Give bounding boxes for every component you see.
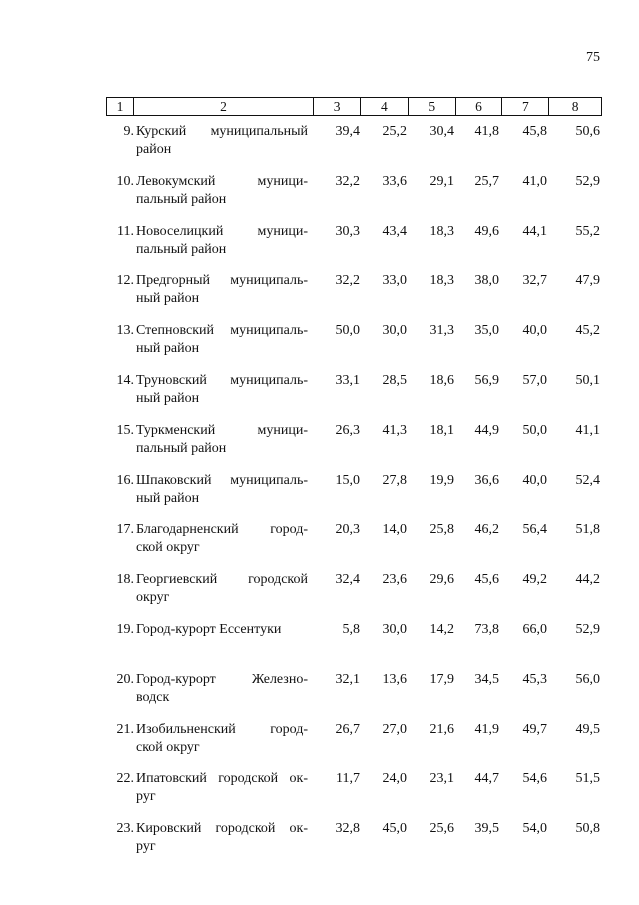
row-value-col-7: 32,7	[522, 273, 547, 289]
row-value-col-6: 73,8	[474, 621, 499, 637]
row-value-col-4: 30,0	[382, 323, 407, 339]
row-value-col-6: 46,2	[474, 522, 499, 538]
table-row	[0, 721, 639, 771]
row-value-col-7: 49,7	[522, 721, 547, 737]
table-row	[0, 123, 639, 173]
row-value-col-6: 56,9	[474, 372, 499, 388]
row-value-col-5: 18,3	[429, 223, 454, 239]
row-value-col-6: 41,9	[474, 721, 499, 737]
row-value-col-8: 50,8	[575, 821, 600, 837]
row-value-col-5: 30,4	[429, 124, 454, 139]
row-number: 20.	[116, 671, 134, 687]
row-district-name	[136, 472, 308, 508]
row-value-col-4: 14,0	[382, 522, 407, 538]
row-value-col-4: 41,3	[382, 422, 407, 438]
row-value-col-8: 47,9	[575, 273, 600, 289]
row-value-col-5: 17,9	[429, 671, 454, 687]
row-value-col-4: 27,0	[382, 721, 407, 737]
row-value-col-5: 31,3	[429, 323, 454, 339]
district-name-line-1: Благодарненский город-	[136, 522, 308, 538]
header-col-3: 3	[314, 98, 361, 115]
row-value-col-8: 52,9	[575, 621, 600, 637]
district-name-line-2: ный район	[136, 490, 200, 506]
row-value-col-4: 33,0	[382, 273, 407, 289]
district-name-line-2: ской округ	[136, 540, 200, 556]
row-value-col-3: 33,1	[335, 372, 360, 388]
row-number: 12.	[116, 273, 134, 289]
row-value-col-6: 35,0	[474, 323, 499, 339]
row-number: 14.	[116, 372, 134, 388]
row-district-name	[136, 272, 308, 308]
table-row	[0, 571, 639, 621]
row-value-col-6: 44,7	[474, 771, 499, 787]
row-value-col-4: 13,6	[382, 671, 407, 687]
table-row	[0, 173, 639, 223]
row-value-col-7: 49,2	[522, 572, 547, 588]
district-name-line-2: ный район	[136, 341, 200, 357]
district-name-line-2: ный район	[136, 390, 200, 406]
row-number: 21.	[116, 721, 134, 737]
row-number: 19.	[116, 621, 134, 637]
row-value-col-8: 45,2	[575, 323, 600, 339]
row-value-col-6: 39,5	[474, 821, 499, 837]
row-value-col-6: 44,9	[474, 422, 499, 438]
row-value-col-5: 25,6	[429, 821, 454, 837]
table-row	[0, 671, 639, 721]
row-district-name	[136, 422, 308, 458]
row-value-col-4: 43,4	[382, 223, 407, 239]
row-value-col-3: 15,0	[335, 472, 360, 488]
row-number: 15.	[116, 422, 134, 438]
row-value-col-7: 45,8	[522, 124, 547, 139]
district-name-line-2: пальный район	[136, 191, 227, 207]
row-value-col-7: 40,0	[522, 472, 547, 488]
table-row	[0, 820, 639, 870]
row-value-col-8: 50,6	[575, 124, 600, 139]
row-number: 18.	[116, 572, 134, 588]
page-number: 75	[586, 50, 600, 65]
row-value-col-4: 30,0	[382, 621, 407, 637]
row-value-col-7: 41,0	[522, 173, 547, 189]
row-value-col-6: 36,6	[474, 472, 499, 488]
row-value-col-6: 34,5	[474, 671, 499, 687]
row-number: 23.	[116, 821, 134, 837]
table-row	[0, 472, 639, 522]
row-value-col-7: 56,4	[522, 522, 547, 538]
district-name-line-1: Шпаковский муниципаль-	[136, 472, 308, 488]
row-value-col-6: 38,0	[474, 273, 499, 289]
header-col-7: 7	[502, 98, 549, 115]
row-district-name	[136, 173, 308, 209]
district-name-line-2: ный район	[136, 291, 200, 307]
row-number: 13.	[116, 323, 134, 339]
district-name-line-1: Изобильненский город-	[136, 721, 308, 737]
row-value-col-3: 20,3	[335, 522, 360, 538]
row-value-col-3: 50,0	[335, 323, 360, 339]
row-value-col-7: 40,0	[522, 323, 547, 339]
row-district-name	[136, 571, 308, 607]
district-name-line-2: ской округ	[136, 739, 200, 755]
row-value-col-5: 19,9	[429, 472, 454, 488]
row-value-col-4: 33,6	[382, 173, 407, 189]
district-name-line-1: Труновский муниципаль-	[136, 372, 308, 388]
row-value-col-4: 23,6	[382, 572, 407, 588]
row-district-name	[136, 521, 308, 557]
row-value-col-8: 52,4	[575, 472, 600, 488]
row-district-name	[136, 820, 308, 856]
district-name-line-1: Город-курорт Железно-	[136, 671, 308, 687]
district-name-line-1: Степновский муниципаль-	[136, 323, 308, 339]
row-value-col-4: 25,2	[382, 124, 407, 139]
row-value-col-8: 49,5	[575, 721, 600, 737]
header-col-1: 1	[107, 98, 134, 115]
district-name-line-1: Ипатовский городской ок-	[136, 771, 308, 787]
row-value-col-3: 32,1	[335, 671, 360, 687]
district-name-line-1: Новоселицкий муници-	[136, 223, 308, 239]
district-name-line-1: Туркменский муници-	[136, 422, 308, 438]
row-value-col-3: 5,8	[342, 621, 360, 637]
row-district-name	[136, 372, 308, 408]
row-value-col-3: 32,8	[335, 821, 360, 837]
row-number: 10.	[116, 173, 134, 189]
row-value-col-6: 41,8	[474, 124, 499, 139]
row-value-col-7: 54,0	[522, 821, 547, 837]
header-col-5: 5	[409, 98, 456, 115]
row-value-col-4: 28,5	[382, 372, 407, 388]
district-name-line-1: Курский муниципальный	[136, 124, 308, 139]
district-name-line-2: округ	[136, 590, 170, 606]
row-number: 22.	[116, 771, 134, 787]
row-number: 16.	[116, 472, 134, 488]
table-row	[0, 621, 639, 671]
row-district-name	[136, 671, 308, 707]
row-value-col-5: 29,1	[429, 173, 454, 189]
header-col-2: 2	[134, 98, 314, 115]
row-district-name	[136, 621, 308, 639]
header-col-4: 4	[361, 98, 409, 115]
row-value-col-6: 49,6	[474, 223, 499, 239]
district-name-line-2: пальный район	[136, 440, 227, 456]
header-col-6: 6	[456, 98, 503, 115]
row-district-name	[136, 123, 308, 159]
table-row	[0, 322, 639, 372]
row-value-col-8: 44,2	[575, 572, 600, 588]
row-value-col-8: 56,0	[575, 671, 600, 687]
district-name-line-2: район	[136, 142, 172, 157]
row-value-col-5: 21,6	[429, 721, 454, 737]
row-value-col-4: 24,0	[382, 771, 407, 787]
row-value-col-5: 18,1	[429, 422, 454, 438]
row-district-name	[136, 223, 308, 259]
table-row	[0, 372, 639, 422]
row-value-col-3: 39,4	[335, 124, 360, 139]
row-value-col-4: 45,0	[382, 821, 407, 837]
table-row	[0, 521, 639, 571]
table-row	[0, 422, 639, 472]
row-value-col-4: 27,8	[382, 472, 407, 488]
table-row	[0, 272, 639, 322]
row-value-col-3: 26,7	[335, 721, 360, 737]
row-district-name	[136, 770, 308, 806]
row-value-col-8: 51,5	[575, 771, 600, 787]
row-value-col-7: 44,1	[522, 223, 547, 239]
row-value-col-7: 54,6	[522, 771, 547, 787]
row-number: 11.	[117, 223, 134, 239]
row-number: 9.	[123, 124, 134, 139]
header-col-8: 8	[571, 99, 579, 114]
row-value-col-3: 32,4	[335, 572, 360, 588]
district-name-line-1: Георгиевский городской	[136, 572, 308, 588]
row-value-col-5: 18,6	[429, 372, 454, 388]
district-name-line-2: водск	[136, 689, 170, 705]
row-value-col-6: 25,7	[474, 173, 499, 189]
row-value-col-8: 55,2	[575, 223, 600, 239]
row-value-col-8: 41,1	[575, 422, 600, 438]
row-value-col-3: 32,2	[335, 273, 360, 289]
district-name-line-1: Город-курорт Ессентуки	[136, 621, 282, 637]
row-value-col-5: 18,3	[429, 273, 454, 289]
row-value-col-8: 51,8	[575, 522, 600, 538]
row-district-name	[136, 721, 308, 757]
table-header	[106, 97, 602, 116]
district-name-line-2: руг	[136, 789, 156, 805]
row-value-col-7: 45,3	[522, 671, 547, 687]
row-value-col-6: 45,6	[474, 572, 499, 588]
row-value-col-8: 52,9	[575, 173, 600, 189]
row-value-col-3: 26,3	[335, 422, 360, 438]
row-value-col-7: 50,0	[522, 422, 547, 438]
row-value-col-7: 66,0	[522, 621, 547, 637]
district-name-line-1: Левокумский муници-	[136, 173, 308, 189]
row-value-col-7: 57,0	[522, 372, 547, 388]
row-number: 17.	[116, 522, 134, 538]
row-value-col-3: 32,2	[335, 173, 360, 189]
district-name-line-1: Кировский городской ок-	[136, 821, 308, 837]
row-value-col-3: 30,3	[335, 223, 360, 239]
table-row	[0, 770, 639, 820]
district-name-line-2: руг	[136, 839, 156, 855]
row-value-col-8: 50,1	[575, 372, 600, 388]
row-value-col-5: 14,2	[429, 621, 454, 637]
row-value-col-3: 11,7	[336, 771, 360, 787]
row-value-col-5: 23,1	[429, 771, 454, 787]
row-district-name	[136, 322, 308, 358]
table-body	[0, 123, 639, 870]
row-value-col-5: 29,6	[429, 572, 454, 588]
table-row	[0, 223, 639, 273]
district-name-line-2: пальный район	[136, 241, 227, 257]
district-name-line-1: Предгорный муниципаль-	[136, 273, 308, 289]
row-value-col-5: 25,8	[429, 522, 454, 538]
